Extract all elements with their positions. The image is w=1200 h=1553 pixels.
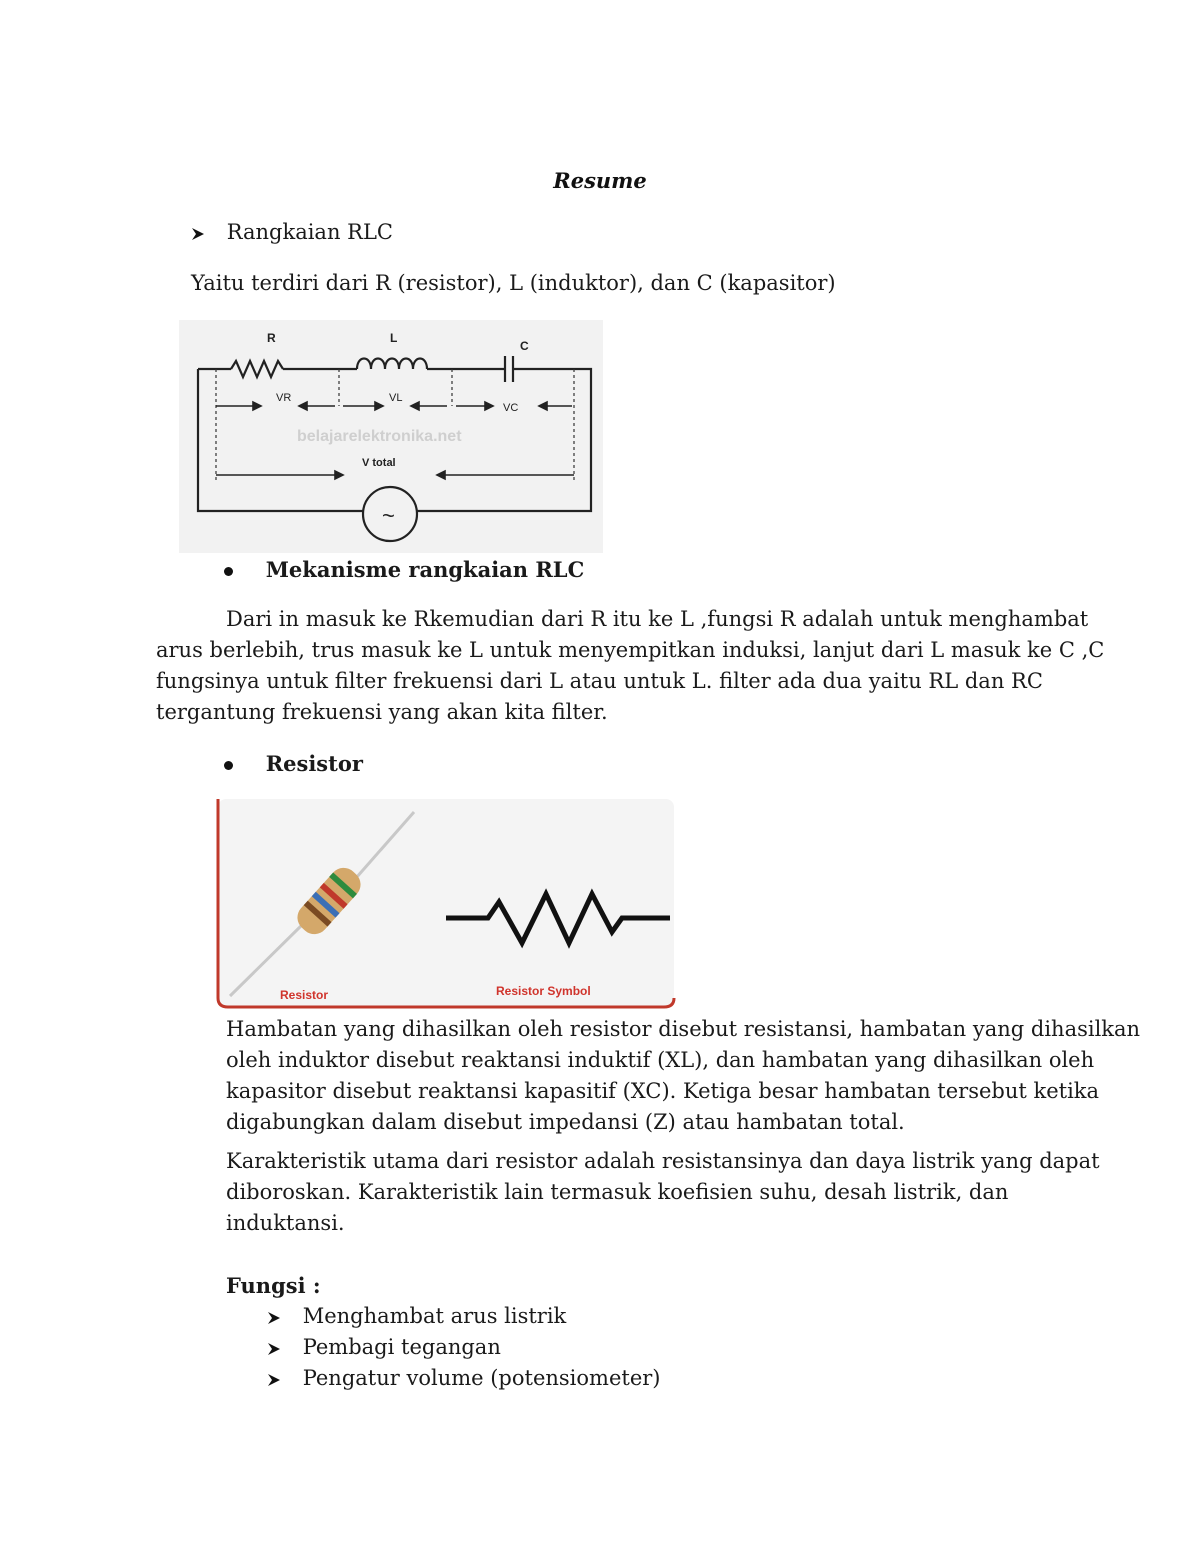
fungsi-item-text: Menghambat arus listrik <box>302 1304 567 1328</box>
resistor-para1-line-1: Hambatan yang dihasilkan oleh resistor disebut resistansi, hambatan yang dihasilkan <box>226 1017 1141 1041</box>
arrowhead-bullet-icon <box>266 1372 282 1388</box>
resistor-para2-line-2: diboroskan. Karakteristik lain termasuk koefisien suhu, desah listrik, dan <box>226 1180 1009 1204</box>
section-resistor <box>224 748 363 780</box>
section-heading: Rangkaian RLC <box>226 220 393 244</box>
bullet-dot-icon <box>224 567 233 576</box>
bullet-dot-icon <box>224 761 233 770</box>
rlc-circuit-figure <box>179 320 603 553</box>
label-resistor: Resistor <box>280 988 329 1002</box>
resistor-para1-line-4: digabungkan dalam disebut impedansi (Z) atau hambatan total. <box>226 1110 905 1134</box>
fungsi-item <box>266 1363 660 1394</box>
arrowhead-bullet-icon <box>266 1341 282 1357</box>
section-rangkaian-rlc <box>190 217 393 248</box>
page-title: Resume <box>553 168 647 193</box>
mekanisme-line-3: fungsinya untuk filter frekuensi dari L atau untuk L. filter ada dua yaitu RL dan RC <box>156 669 1043 693</box>
resistor-para1-line-2: oleh induktor disebut reaktansi induktif (XL), dan hambatan yang dihasilkan oleh <box>226 1048 1095 1072</box>
resistor-figure <box>216 798 676 1010</box>
resistor-para1-line-3: kapasitor disebut reaktansi kapasitif (XC). Ketiga besar hambatan tersebut ketika <box>226 1079 1100 1103</box>
section-heading: Resistor <box>265 751 363 776</box>
label-r: R <box>267 331 276 345</box>
label-resistor-symbol: Resistor Symbol <box>496 984 591 998</box>
fungsi-item-text: Pembagi tegangan <box>302 1335 501 1359</box>
label-vtotal: V total <box>362 457 396 469</box>
resistor-para2-line-1: Karakteristik utama dari resistor adalah resistansinya dan daya listrik yang dapat <box>226 1149 1100 1173</box>
arrowhead-bullet-icon <box>266 1310 282 1326</box>
label-vl: VL <box>389 392 403 404</box>
section-mekanisme <box>224 554 584 586</box>
watermark: belajarelektronika.net <box>297 428 462 445</box>
resistor-para2-line-3: induktansi. <box>226 1211 345 1235</box>
label-vr: VR <box>276 392 292 404</box>
label-c: C <box>520 339 529 353</box>
mekanisme-line-2: arus berlebih, trus masuk ke L untuk menyempitkan induksi, lanjut dari L masuk ke C ,C <box>156 638 1105 662</box>
fungsi-heading: Fungsi : <box>226 1273 321 1298</box>
fungsi-item-text: Pengatur volume (potensiometer) <box>302 1366 661 1390</box>
source-symbol: ~ <box>382 503 395 528</box>
label-vc: VC <box>503 402 519 414</box>
section-heading: Mekanisme rangkaian RLC <box>265 557 585 582</box>
label-l: L <box>390 331 398 345</box>
arrowhead-bullet-icon <box>190 226 206 242</box>
fungsi-item <box>266 1301 566 1332</box>
intro-text: Yaitu terdiri dari R (resistor), L (induktor), dan C (kapasitor) <box>191 271 836 295</box>
fungsi-item <box>266 1332 501 1363</box>
mekanisme-line-1: Dari in masuk ke Rkemudian dari R itu ke L ,fungsi R adalah untuk menghambat <box>226 607 1089 631</box>
mekanisme-line-4: tergantung frekuensi yang akan kita filter. <box>156 700 608 724</box>
